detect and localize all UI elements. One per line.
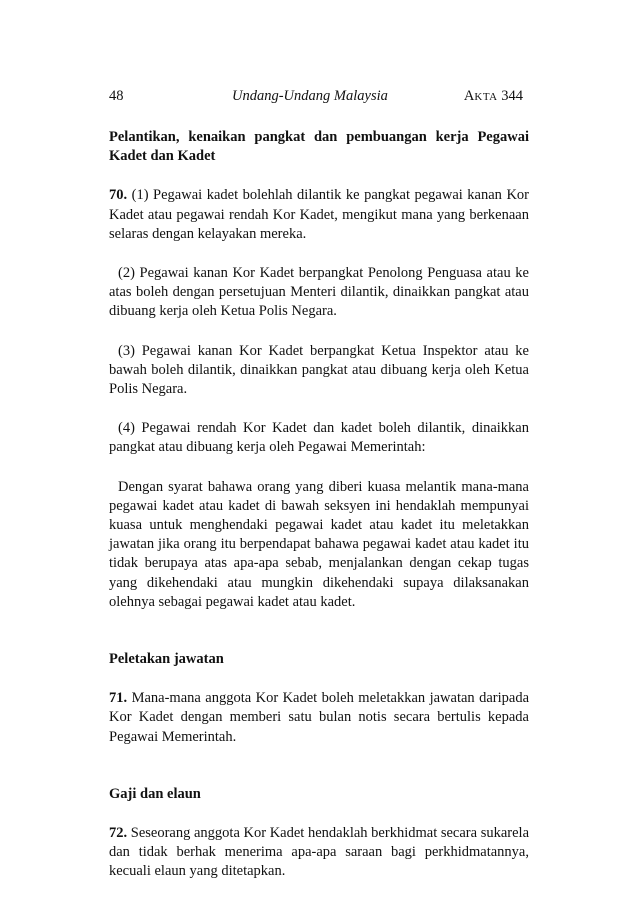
section-70-heading: Pelantikan, kenaikan pangkat dan pembuangan kerja Pegawai Kadet dan Kadet <box>109 129 529 165</box>
running-header <box>109 88 529 108</box>
section-70-subsection-4: (4) Pegawai rendah Kor Kadet dan kadet boleh dilantik, dinaikkan pangkat atau dibuang kerja oleh Pegawai Memerintah: <box>109 420 529 456</box>
section-72-body <box>109 824 529 882</box>
act-label-kta: KTA <box>474 91 498 103</box>
section-72-text: Seseorang anggota Kor Kadet hendaklah berkhidmat secara sukarela dan tidak berhak menerima apa-apa saraan bagi perkhidmatannya, kecuali elaun yang ditetapkan. <box>109 825 530 880</box>
document-page <box>109 88 529 882</box>
act-label <box>464 88 523 105</box>
section-72-number: 72. <box>109 825 128 842</box>
section-70-subsection-1 <box>109 186 529 244</box>
act-number: 344 <box>501 88 523 104</box>
section-71-heading: Peletakan jawatan <box>109 651 224 668</box>
act-label-a: A <box>463 88 475 104</box>
section-72-heading: Gaji dan elaun <box>109 785 201 802</box>
section-71-number: 71. <box>109 690 128 707</box>
section-70-subsection-3: (3) Pegawai kanan Kor Kadet berpangkat Ketua Inspektor atau ke bawah boleh dilantik, dinaikkan pangkat atau dibuang kerja oleh Ketua Polis Negara. <box>109 342 529 398</box>
section-70-subsection-2: (2) Pegawai kanan Kor Kadet berpangkat Penolong Penguasa atau ke atas boleh dengan persetujuan Menteri dilantik, dinaikkan pangkat atau dibuang kerja oleh Ketua Polis Negara. <box>109 265 529 320</box>
section-71-body <box>109 689 529 747</box>
section-70-subsection-1-text: (1) Pegawai kadet bolehlah dilantik ke pangkat pegawai kanan Kor Kadet atau pegawai rendah Kor Kadet, mengikut mana yang berkenaan selaras dengan kelayakan mereka. <box>109 187 529 242</box>
running-title: Undang-Undang Malaysia <box>232 88 388 104</box>
page-number: 48 <box>109 88 124 104</box>
section-71-text: Mana-mana anggota Kor Kadet boleh meletakkan jawatan daripada Kor Kadet dengan memberi satu bulan notis secara bertulis kepada Pegawai Memerintah. <box>109 690 530 745</box>
section-70-proviso: Dengan syarat bahawa orang yang diberi kuasa melantik mana-mana pegawai kadet atau kadet di bawah seksyen ini hendaklah mempunyai kuasa untuk menghendaki pegawai kadet atau kadet itu meletakkan jawatan jika orang itu berpendapat bahawa pegawai kadet atau kadet itu tidak berupaya atas apa-apa sebab, menjalankan dengan cekap tugas yang dikehendaki atau mungkin dikehendaki supaya dilaksanakan olehnya sebagai pegawai kadet atau kadet. <box>109 478 529 610</box>
section-70-number: 70. <box>109 187 128 204</box>
